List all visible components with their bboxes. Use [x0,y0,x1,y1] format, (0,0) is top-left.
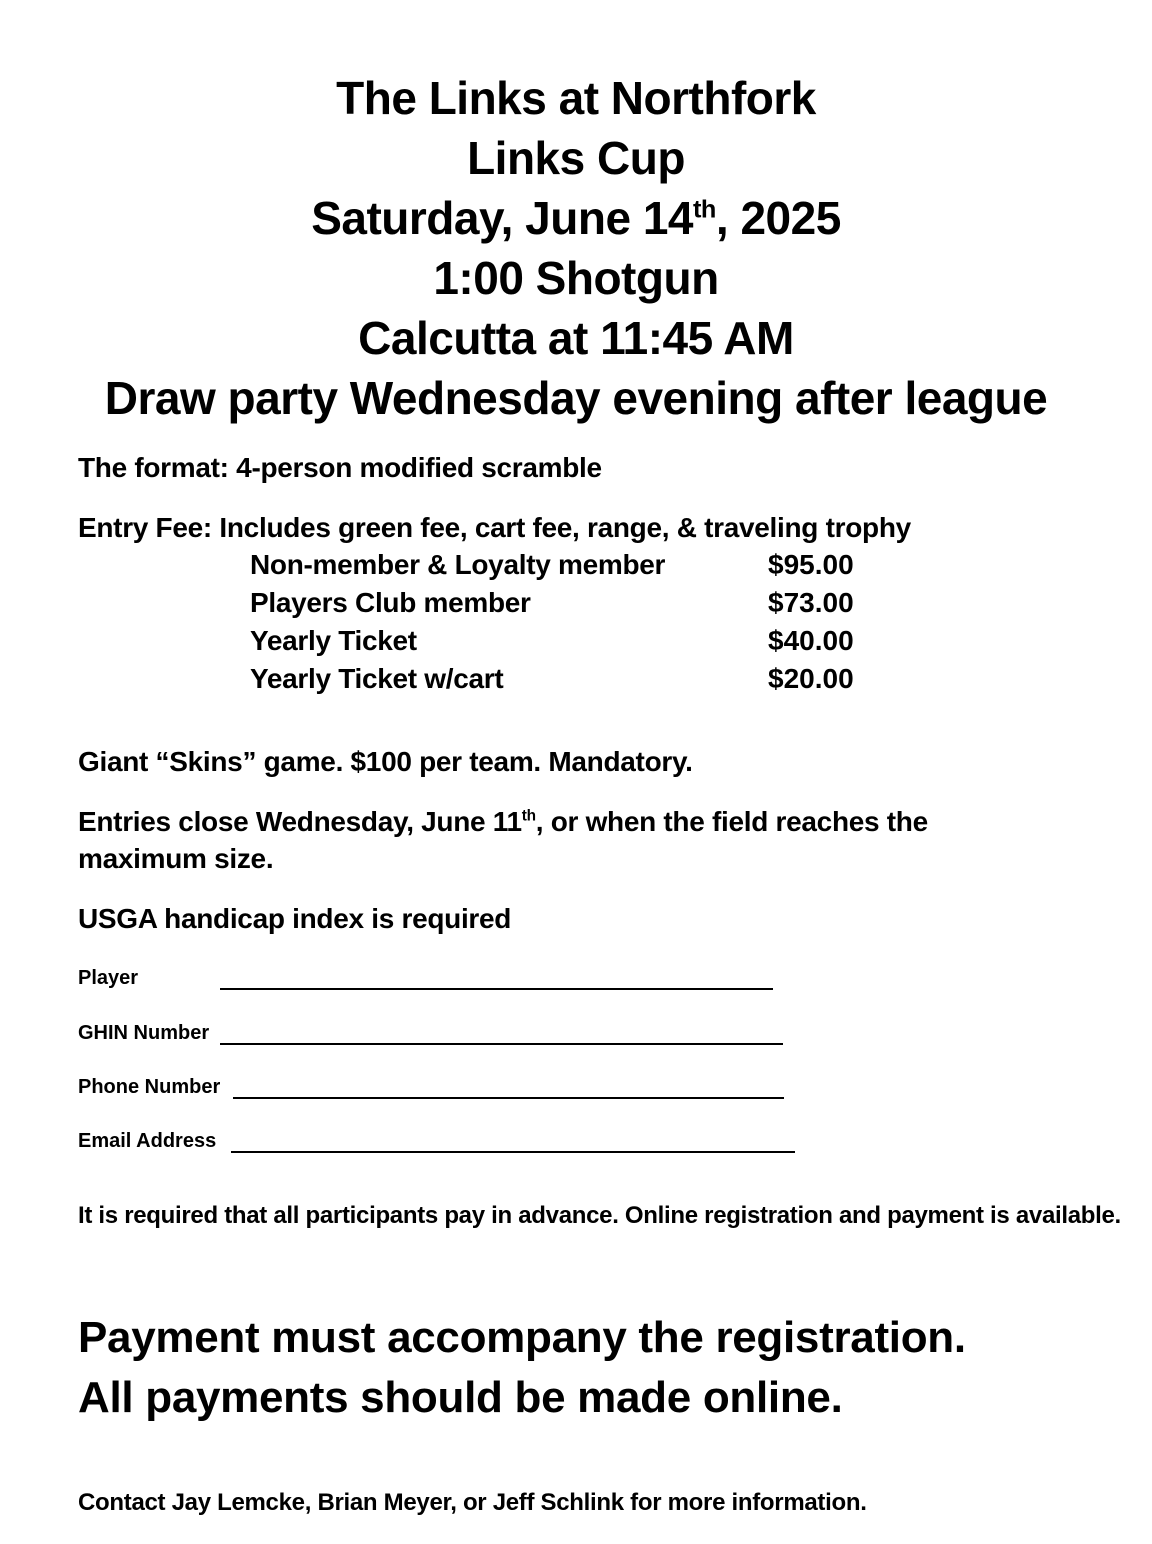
event-date-ordinal: th [693,195,716,224]
event-date-prefix: Saturday, June 14 [311,192,693,244]
ghin-label: GHIN Number [78,1022,210,1044]
fee-price-nonmember: $95.00 [768,549,854,580]
entries-close-prefix: Entries close Wednesday, June 11 [78,806,522,837]
fee-label-yearly-ticket-cart: Yearly Ticket w/cart [250,663,504,694]
handicap-line: USGA handicap index is required [78,903,512,934]
fee-price-yearly-ticket-cart: $20.00 [768,663,854,694]
fee-label-nonmember: Non-member & Loyalty member [250,549,666,580]
flyer-header [0,68,1152,428]
entries-close-line2: maximum size. [78,843,274,874]
entry-fee-heading: Entry Fee: Includes green fee, cart fee, range, & traveling trophy [78,512,911,543]
skins-line: Giant “Skins” game. $100 per team. Mandatory. [78,746,693,777]
phone-blank[interactable] [233,1097,784,1099]
event-date [0,188,1152,248]
email-label: Email Address [78,1130,217,1152]
player-label: Player [78,967,139,989]
draw-party: Draw party Wednesday evening after league [104,372,1048,424]
player-blank[interactable] [220,988,773,990]
fee-label-players-club: Players Club member [250,587,531,618]
entries-close-ordinal: th [521,807,536,825]
entries-close-suffix: , or when the field reaches the [535,806,928,837]
email-blank[interactable] [231,1151,795,1153]
payment-notice-line1: Payment must accompany the registration. [78,1313,966,1362]
fee-price-yearly-ticket: $40.00 [768,625,854,656]
entries-close-line [78,806,928,838]
fee-label-yearly-ticket: Yearly Ticket [250,625,417,656]
contact-line: Contact Jay Lemcke, Brian Meyer, or Jeff Schlink for more information. [78,1489,867,1516]
event-date-suffix: , 2025 [715,192,841,244]
calcutta-time: Calcutta at 11:45 AM [358,312,794,364]
advance-payment-note: It is required that all participants pay in advance. Online registration and payment is available. [78,1202,1121,1229]
phone-label: Phone Number [78,1076,221,1098]
event-title: Links Cup [467,132,685,184]
fee-price-players-club: $73.00 [768,587,854,618]
format-line: The format: 4-person modified scramble [78,452,602,483]
payment-notice-line2: All payments should be made online. [78,1373,843,1422]
venue-title: The Links at Northfork [336,72,816,124]
start-time: 1:00 Shotgun [433,252,719,304]
ghin-blank[interactable] [220,1043,783,1045]
